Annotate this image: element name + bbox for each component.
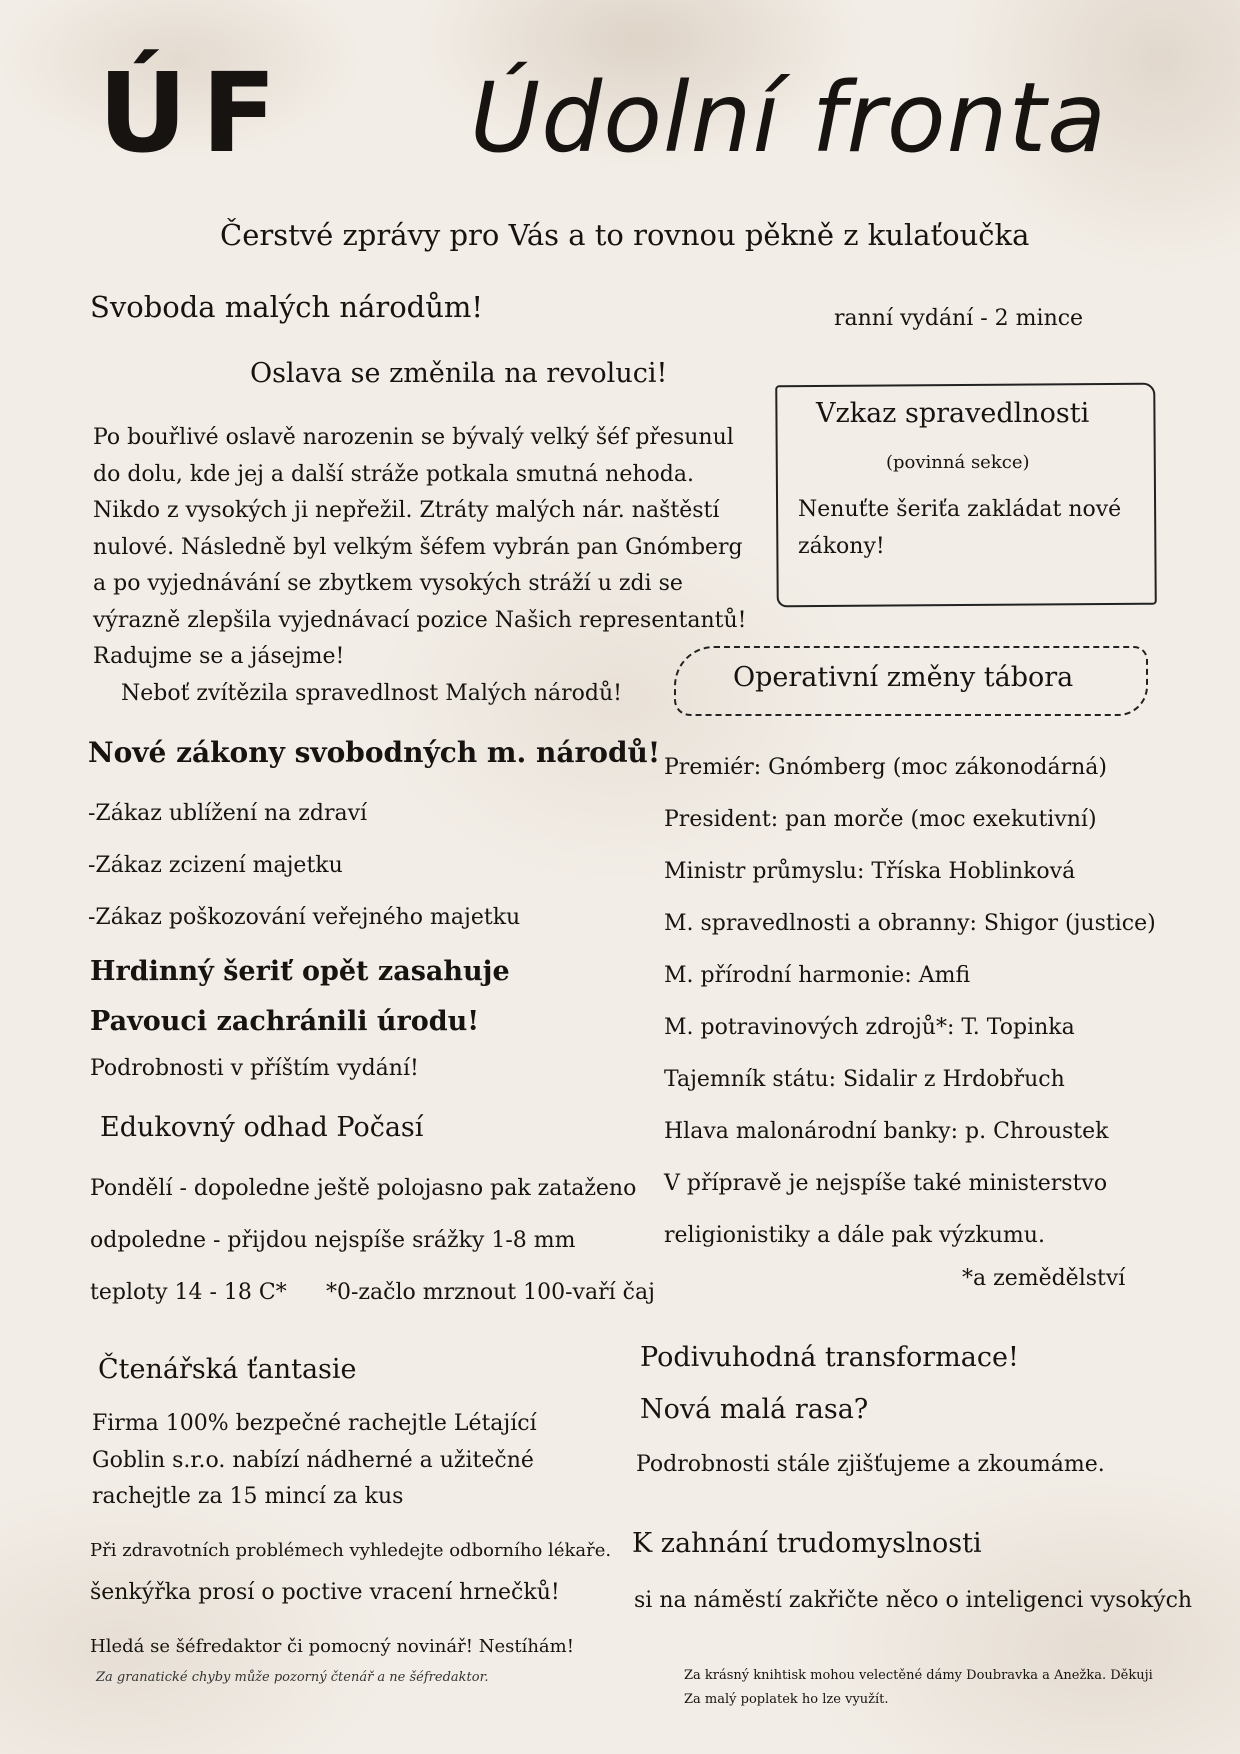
lead-line: Neboť zvítězila spravedlnost Malých národů! (121, 680, 622, 706)
reader-line: Goblin s.r.o. nabízí nádherné a užitečné (92, 1447, 534, 1473)
lead-line: a po vyjednávání se zbytkem vysokých stráží u zdi se (93, 571, 683, 596)
masthead-title: Údolní fronta (470, 62, 1107, 174)
sheriff-text: Podrobnosti v příštím vydání! (90, 1056, 419, 1081)
justice-line: zákony! (798, 533, 885, 559)
editor-wanted: Hledá se šéfredaktor či pomocný novinář! Nestíhám! (90, 1636, 574, 1657)
errata-note: Za granatické chyby může pozorný čtenář a ne šéfredaktor. (96, 1670, 489, 1685)
camp-item: Ministr průmyslu: Tříska Hoblinková (664, 859, 1076, 884)
sheriff-title: Hrdinný šeriť opět zasahuje (90, 956, 510, 987)
camp-item: M. spravedlnosti a obranny: Shigor (justice) (664, 911, 1156, 936)
laws-list (88, 788, 520, 944)
weather-line: teploty 14 - 18 C* (90, 1280, 287, 1305)
justice-body (798, 492, 1121, 565)
laws-title: Nové zákony svobodných m. národů! (88, 736, 661, 769)
weather-line: odpoledne - přijdou nejspíše srážky 1-8 mm (90, 1228, 576, 1253)
camp-title: Operativní změny tábora (733, 662, 1074, 693)
camp-item: M. potravinových zdrojů*: T. Topinka (664, 1015, 1075, 1040)
masthead-logo: ÚF (98, 49, 291, 177)
law-item: -Zákaz ublížení na zdraví (88, 801, 368, 826)
lead-body (93, 420, 747, 712)
sheriff-subtitle: Pavouci zachránili úrodu! (90, 1006, 480, 1037)
edition-label: ranní vydání - 2 mince (834, 306, 1084, 331)
mugs-notice: šenkýřka prosí o poctive vracení hrnečků! (90, 1580, 560, 1605)
camp-list (664, 742, 1156, 1262)
weather-footnote: *0-začlo mrznout 100-vaří čaj (326, 1280, 655, 1305)
justice-note: (povinná sekce) (886, 452, 1030, 473)
camp-item: President: pan morče (moc exekutivní) (664, 807, 1097, 832)
health-notice: Při zdravotních problémech vyhledejte odborního lékaře. (90, 1540, 612, 1561)
camp-item: Premiér: Gnómberg (moc zákonodárná) (664, 755, 1108, 780)
camp-item: Hlava malonárodní banky: p. Chroustek (664, 1119, 1109, 1144)
justice-title: Vzkaz spravedlnosti (816, 398, 1090, 429)
camp-item: religionistiky a dále pak výzkumu. (664, 1223, 1045, 1248)
camp-item: M. přírodní harmonie: Amfi (664, 963, 971, 988)
reader-line: rachejtle za 15 mincí za kus (92, 1484, 404, 1509)
lead-line: výrazně zlepšila vyjednávací pozice Našich representantů! (93, 607, 747, 633)
lead-line: Nikdo z vysokých ji nepřežil. Ztráty malých nár. naštěstí (93, 498, 720, 523)
reader-line: Firma 100% bezpečné rachejtle Létající (92, 1411, 537, 1436)
gloom-title: K zahnání trudomyslnosti (632, 1528, 982, 1559)
gloom-text: si na náměstí zakřičte něco o inteligenci vysokých (634, 1588, 1193, 1613)
lead-line: Radujme se a jásejme! (93, 644, 345, 669)
transform-subtitle: Nová malá rasa? (640, 1394, 869, 1425)
lead-subheadline: Oslava se změnila na revoluci! (250, 358, 668, 389)
transform-text: Podrobnosti stále zjišťujeme a zkoumáme. (636, 1452, 1105, 1477)
lead-line: do dolu, kde jej a další stráže potkala smutná nehoda. (93, 461, 694, 487)
reader-title: Čtenářská ťantasie (98, 1354, 357, 1385)
weather-title: Edukovný odhad Počasí (100, 1112, 424, 1143)
lead-line: Po bouřlivé oslavě narozenin se bývalý velký šéf přesunul (93, 425, 734, 450)
camp-footnote: *a zemědělství (962, 1266, 1126, 1291)
credits-line: Za malý poplatek ho lze využít. (684, 1692, 889, 1707)
lead-line: nulové. Následně byl velkým šéfem vybrán pan Gnómberg (93, 534, 743, 560)
justice-line: Nenuťte šeriťa zakládat nové (798, 497, 1122, 522)
camp-item: Tajemník státu: Sidalir z Hrdobřuch (664, 1067, 1065, 1092)
weather-line: Pondělí - dopoledne ještě polojasno pak zataženo (90, 1176, 637, 1201)
camp-item: V přípravě je nejspíše také ministerstvo (664, 1171, 1108, 1196)
masthead-tagline: Čerstvé zprávy pro Vás a to rovnou pěkně z kulaťoučka (220, 218, 1030, 252)
credits-line: Za krásný knihtisk mohou velectěné dámy Doubravka a Anežka. Děkuji (684, 1668, 1153, 1683)
lead-headline: Svoboda malých národům! (90, 290, 484, 324)
law-item: -Zákaz poškozování veřejného majetku (88, 905, 521, 930)
reader-body (92, 1406, 537, 1516)
law-item: -Zákaz zcizení majetku (88, 853, 343, 878)
transform-title: Podivuhodná transformace! (640, 1342, 1019, 1373)
